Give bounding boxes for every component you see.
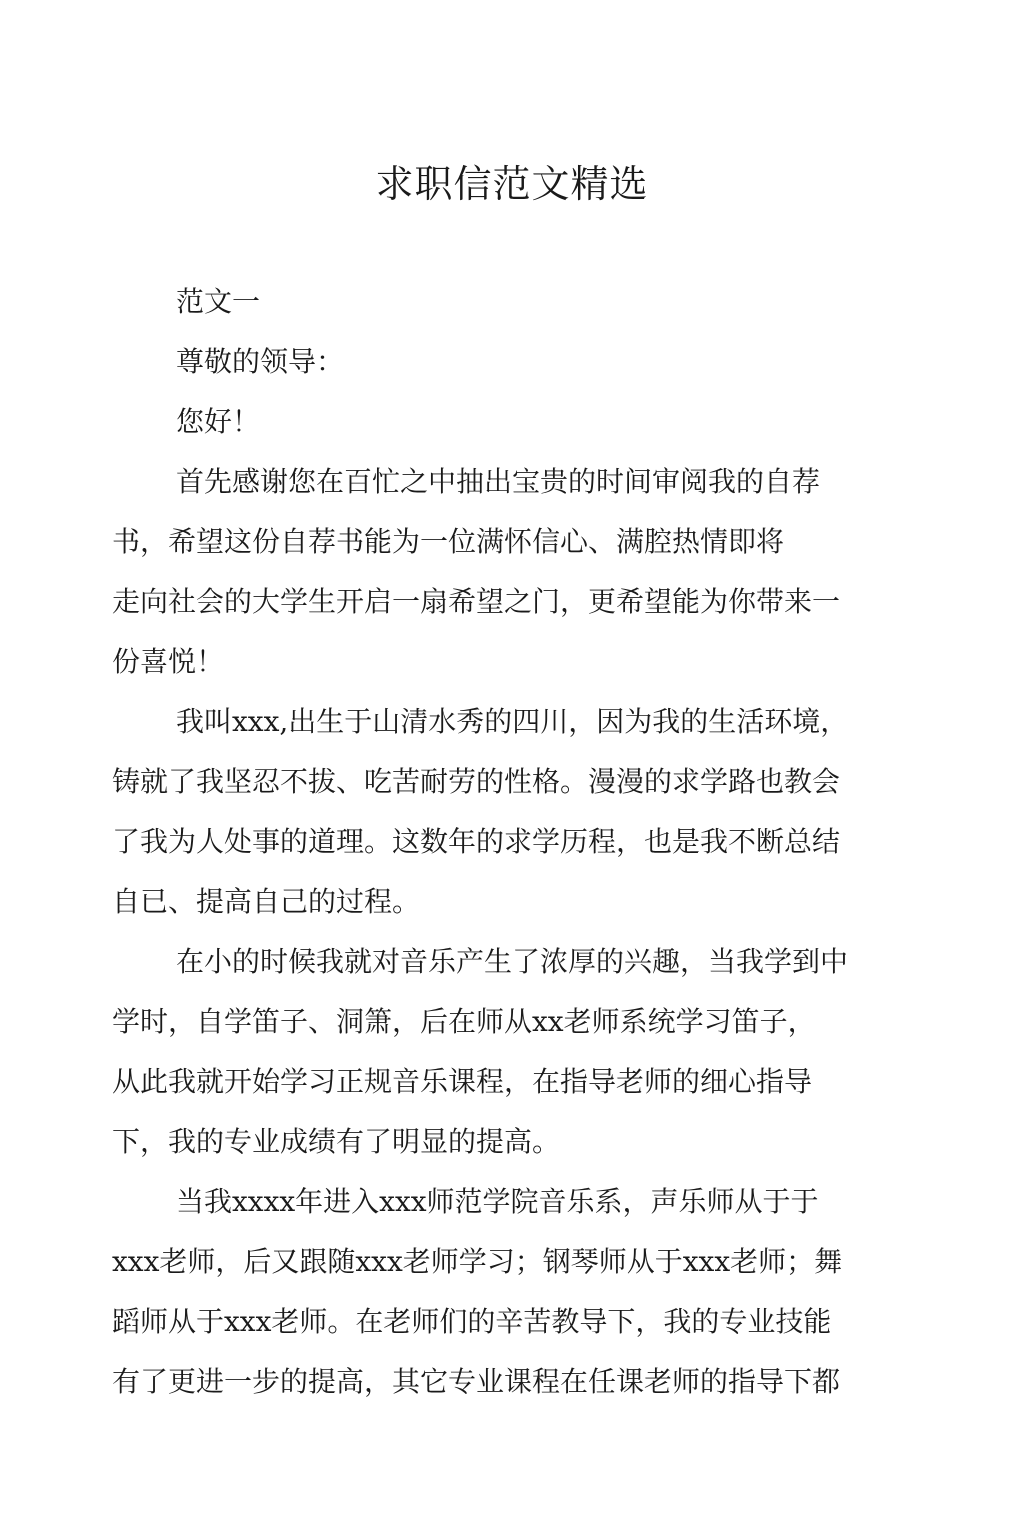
- paragraph-line: 首先感谢您在百忙之中抽出宝贵的时间审阅我的自荐: [176, 465, 821, 498]
- paragraph-line: 了我为人处事的道理。这数年的求学历程，也是我不断总结: [112, 825, 841, 858]
- paragraph-line: 从此我就开始学习正规音乐课程，在指导老师的细心指导: [112, 1065, 813, 1098]
- paragraph-line: 铸就了我坚忍不拔、吃苦耐劳的性格。漫漫的求学路也教会: [112, 765, 841, 798]
- document-title: 求职信范文精选: [375, 162, 649, 206]
- paragraph-line: xxx老师，后又跟随xxx老师学习；钢琴师从于xxx老师；舞: [112, 1245, 843, 1278]
- paragraph-line: 有了更进一步的提高，其它专业课程在任课老师的指导下都: [112, 1365, 841, 1398]
- paragraph-line: 在小的时候我就对音乐产生了浓厚的兴趣，当我学到中: [176, 945, 849, 978]
- paragraph-line: 份喜悦！: [112, 645, 225, 678]
- salutation-heading: 范文一: [176, 285, 261, 318]
- paragraph-line: 走向社会的大学生开启一扇希望之门，更希望能为你带来一: [112, 585, 841, 618]
- paragraph-line: 学时，自学笛子、洞箫，后在师从xx老师系统学习笛子，: [112, 1005, 816, 1038]
- paragraph-line: 自已、提高自己的过程。: [112, 885, 421, 918]
- paragraph-line: 下，我的专业成绩有了明显的提高。: [112, 1125, 561, 1158]
- paragraph-line: 我叫xxx,出生于山清水秀的四川，因为我的生活环境，: [176, 705, 849, 738]
- paragraph-line: 书，希望这份自荐书能为一位满怀信心、满腔热情即将: [112, 525, 785, 558]
- paragraph-line: 蹈师从于xxx老师。在老师们的辛苦教导下，我的专业技能: [112, 1305, 832, 1338]
- paragraph-line: 当我xxxx年进入xxx师范学院音乐系，声乐师从于于: [176, 1185, 819, 1218]
- salutation-recipient: 尊敬的领导：: [176, 345, 345, 378]
- salutation-greeting: 您好！: [176, 405, 261, 438]
